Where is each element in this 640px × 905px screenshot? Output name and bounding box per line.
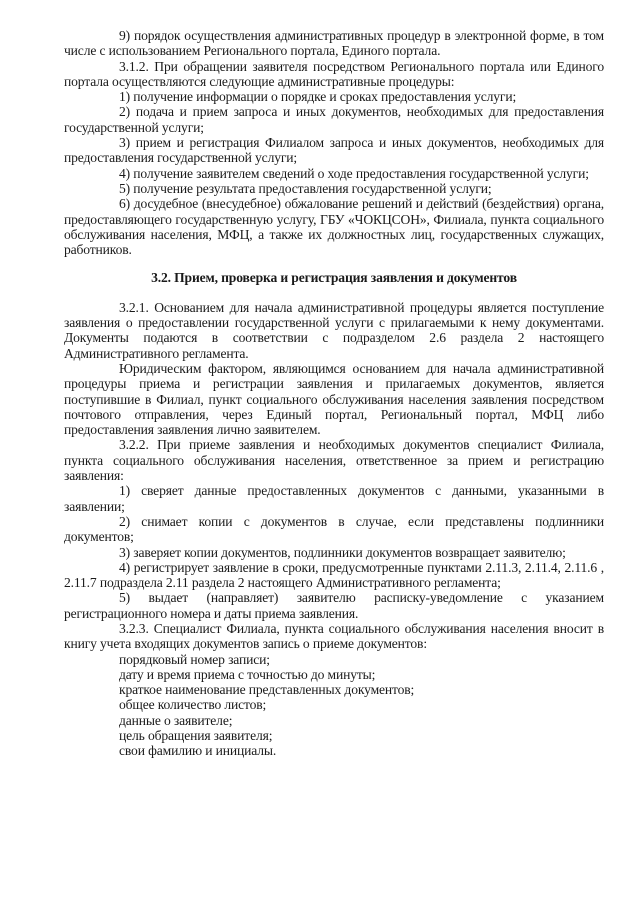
paragraph-legal-fact: Юридическим фактором, являющимся основанием для начала административной процедуры приема и регистрации заявления и прилагаемых документов, является поступившие в Филиал, пункт социального обслуживания населения заявления посредством почтового отправления, через Единый портал, Региональный портал, МФЦ либо предоставления заявления лично заявителем. xyxy=(64,360,604,438)
section-heading: 3.2. Прием, проверка и регистрация заявления и документов xyxy=(151,270,517,286)
procedure-item-1: 1) получение информации о порядке и сроках предоставления услуги; xyxy=(119,89,517,105)
procedure-item-6: 6) досудебное (внесудебное) обжалование решений и действий (бездействия) органа, предоставляющего государственную услугу, ГБУ «ЧОКЦСОН», Филиала, пункта социального обслуживания населения, МФЦ, а также их должностных лиц, государственных служащих, работников. xyxy=(64,196,604,258)
paragraph-3-2-2: 3.2.2. При приеме заявления и необходимых документов специалист Филиала, пункта социального обслуживания населения, ответственное за прием и регистрацию заявления: xyxy=(64,437,604,484)
record-item: цель обращения заявителя; xyxy=(119,728,273,744)
record-item: свои фамилию и инициалы. xyxy=(119,743,277,759)
procedure-item-3: 3) прием и регистрация Филиалом запроса и иных документов, необходимых для предоставления государственной услуги; xyxy=(64,135,604,166)
record-item: общее количество листов; xyxy=(119,697,267,713)
procedure-item-4: 4) получение заявителем сведений о ходе предоставления государственной услуги; xyxy=(119,165,589,181)
procedure-item-2: 2) подача и прием запроса и иных документов, необходимых для предоставления государственной услуги; xyxy=(64,104,604,135)
intake-item-4: 4) регистрирует заявление в сроки, предусмотренные пунктами 2.11.3, 2.11.4, 2.11.6 , 2.11.7 подраздела 2.11 раздела 2 настоящего Административного регламента; xyxy=(64,559,604,591)
intake-item-5: 5) выдает (направляет) заявителю расписку-уведомление с указанием регистрационного номера и даты приема заявления. xyxy=(64,590,604,621)
intake-item-3: 3) заверяет копии документов, подлинники документов возвращает заявителю; xyxy=(119,544,566,560)
intake-item-1: 1) сверяет данные предоставленных документов с данными, указанными в заявлении; xyxy=(64,483,604,514)
paragraph-3-2-1: 3.2.1. Основанием для начала административной процедуры является поступление заявления о предоставлении государственной услуги с прилагаемыми к нему документами. Документы подаются в соответствии с подразделом 2.6 раздела 2 настоящего Административного регламента. xyxy=(64,299,604,361)
paragraph-3-2-3: 3.2.3. Специалист Филиала, пункта социального обслуживания населения вносит в книгу учета входящих документов запись о приеме документов: xyxy=(64,620,604,652)
record-item: данные о заявителе; xyxy=(119,712,233,728)
record-item: дату и время приема с точностью до минуты; xyxy=(119,666,376,682)
procedure-item-5: 5) получение результата предоставления государственной услуги; xyxy=(119,180,492,196)
record-item: порядковый номер записи; xyxy=(119,651,270,667)
paragraph-item-9: 9) порядок осуществления административных процедур в электронной форме, в том числе с использованием Регионального портала, Единого портала. xyxy=(64,28,604,59)
document-page xyxy=(64,28,604,759)
intake-item-2: 2) снимает копии с документов в случае, если представлены подлинники документов; xyxy=(64,513,604,545)
paragraph-3-1-2: 3.1.2. При обращении заявителя посредством Регионального портала или Единого портала осуществляются следующие административные процедуры: xyxy=(64,58,604,89)
record-item: краткое наименование представленных документов; xyxy=(119,682,415,698)
